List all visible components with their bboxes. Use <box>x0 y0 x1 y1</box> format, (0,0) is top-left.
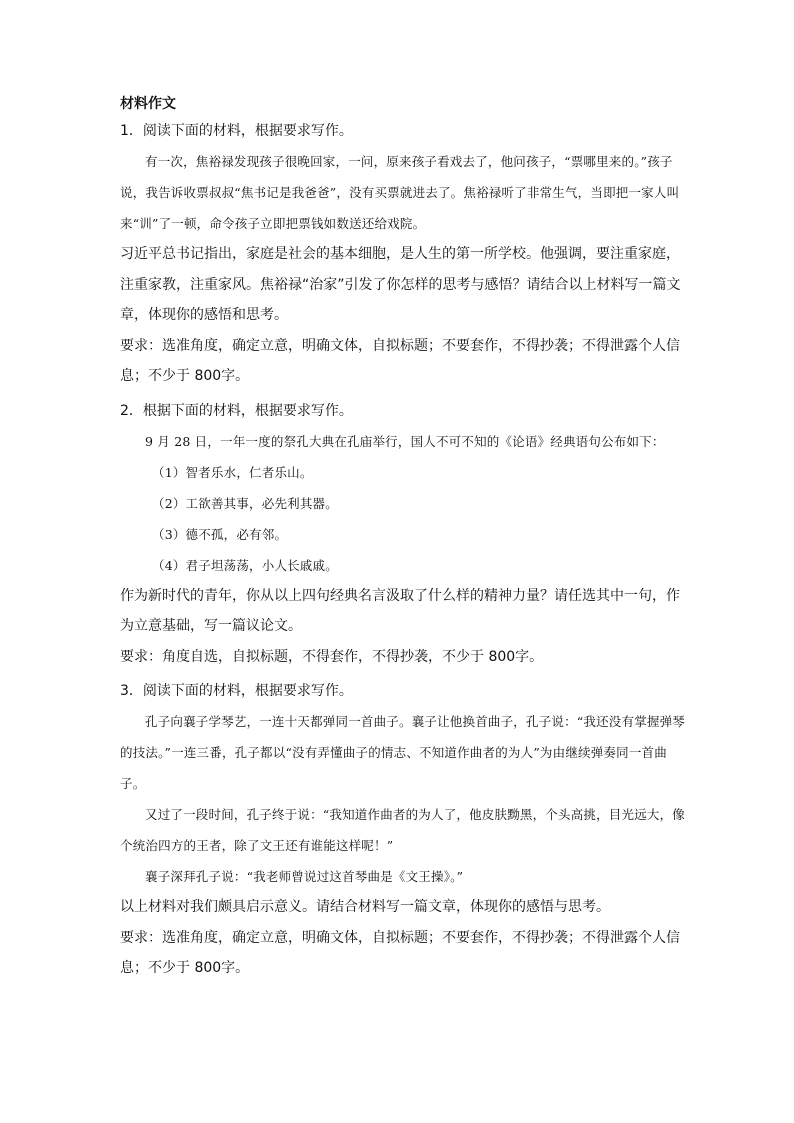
question-2-option: （3）德不孤，必有邻。 <box>152 526 288 542</box>
question-1-requirements: 要求：选准角度，确定立意，明确文体，自拟标题；不要套作，不得抄袭；不得泄露个人信息；不少于 800字。 <box>120 337 680 384</box>
question-3-material-paragraph-2: 又过了一段时间，孔子终于说：“我知道作曲者的为人了，他皮肤黝黑，个头高挑，目光远大，像个统治四方的王者，除了文王还有谁能这样呢！” <box>120 807 685 853</box>
question-3-material-paragraph-1: 孔子向襄子学琴艺，一连十天都弹同一首曲子。襄子让他换首曲子，孔子说：“我还没有掌握弹琴的技法。”一连三番，孔子都以“没有弄懂曲子的情志、不知道作曲者的为人”为由继续弹奏同一首曲子。 <box>120 714 685 791</box>
document-content <box>120 94 686 984</box>
question-3-material-paragraph-3: 襄子深拜孔子说：“我老师曾说过这首琴曲是《文王操》。” <box>145 869 464 884</box>
question-1-heading: 1．阅读下面的材料，根据要求写作。 <box>120 123 353 139</box>
question-1-material: 有一次，焦裕禄发现孩子很晚回家，一问，原来孩子看戏去了，他问孩子，“票哪里来的。”孩子说，我告诉收票叔叔“焦书记是我爸爸”，没有买票就进去了。焦裕禄听了非常生气，当即把一家人叫来“训”了一顿，命令孩子立即把票钱如数送还给戏院。 <box>120 154 680 231</box>
question-2-prompt: 作为新时代的青年，你从以上四句经典名言汲取了什么样的精神力量？请任选其中一句，作为立意基础，写一篇议论文。 <box>120 587 680 634</box>
question-3-heading: 3．阅读下面的材料，根据要求写作。 <box>120 683 353 699</box>
question-1-prompt: 习近平总书记指出，家庭是社会的基本细胞，是人生的第一所学校。他强调，要注重家庭，注重家教，注重家风。焦裕禄“治家”引发了你怎样的思考与感悟？请结合以上材料写一篇文章，体现你的感悟和思考。 <box>120 246 681 323</box>
question-3-prompt: 以上材料对我们颇具启示意义。请结合材料写一篇文章，体现你的感悟与思考。 <box>120 899 610 915</box>
question-2-heading: 2．根据下面的材料，根据要求写作。 <box>120 402 353 419</box>
question-2-option: （4）君子坦荡荡，小人长戚戚。 <box>152 557 338 573</box>
question-2-requirements: 要求：角度自选，自拟标题，不得套作，不得抄袭，不少于 800字。 <box>120 648 544 665</box>
question-2-material: 9 月 28 日，一年一度的祭孔大典在孔庙举行，国人不可不知的《论语》经典语句公布如下： <box>145 433 665 449</box>
question-2-option: （2）工欲善其事，必先利其器。 <box>152 495 338 511</box>
question-2-option: （1）智者乐水，仁者乐山。 <box>152 464 313 480</box>
section-title: 材料作文 <box>120 96 176 112</box>
question-3-requirements: 要求：选准角度，确定立意，明确文体，自拟标题；不要套作，不得抄袭；不得泄露个人信息；不少于 800字。 <box>120 929 680 976</box>
